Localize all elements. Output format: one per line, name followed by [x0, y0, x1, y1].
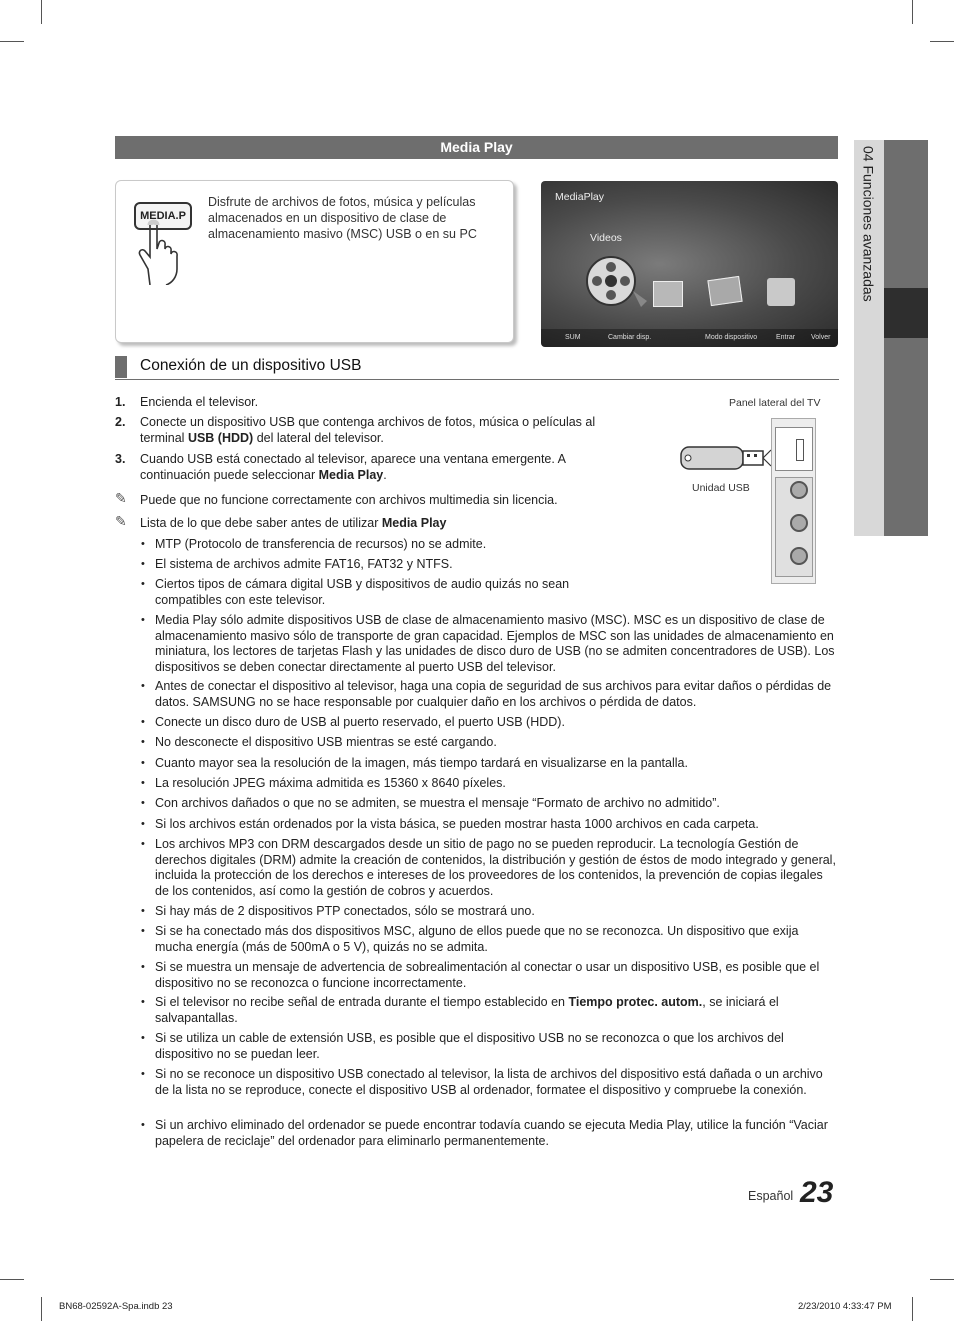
- list-item: • Media Play sólo admite dispositivos USB de clase de almacenamiento masivo (MSC). MSC es un dispositivo de clase de almacenamiento masivo sólo de transporte de gran capacidad. Ejemplos de MSC son las unidades de almacenamiento en miniatura, los lectores de tarjetas Flash y las unidades de disco duro de USB (no se admiten concentradores de USB). Los dispositivos se deben conectar directamente al puerto USB del televisor.: [141, 613, 835, 674]
- chapter-tab-active: [884, 288, 928, 338]
- subsection-title: Conexión de un dispositivo USB: [140, 357, 362, 374]
- list-item: • Con archivos dañados o que no se admiten, se muestra el mensaje “Formato de archivo no admitido”.: [141, 796, 720, 810]
- crop-mark: [0, 41, 24, 42]
- chapter-tab-label: 04 Funciones avanzadas: [860, 146, 877, 302]
- list-item: • Los archivos MP3 con DRM descargados desde un sitio de pago no se pueden reproducir. La tecnología Gestión de derechos digitales (DRM) admite la creación de contenidos, la distribución y gestión de éstos de modo integrado y general, incluida la protección de los derechos e intereses de los proveedores de los contenidos, la prevención de copias ilegales de los contenidos, así como la gestión de cobros y acuerdos.: [141, 837, 836, 898]
- list-item: • Antes de conectar el dispositivo al televisor, haga una copia de seguridad de sus archivos para evitar daños o pérdidas de datos. SAMSUNG no se hace responsable por cualquier daño en los archivos o pérdida de datos.: [141, 679, 832, 709]
- usb-drive-label: Unidad USB: [692, 482, 750, 494]
- step-bold: Media Play: [318, 467, 384, 482]
- list-item-text: Si no se reconoce un dispositivo USB conectado al televisor, la lista de archivos del dispositivo está dañada o un archivo de la lista no se reproduce, conecte el dispositivo USB al ordenador, formatee el dispositivo y compruebe la conexión.: [155, 1067, 823, 1097]
- list-item: • MTP (Protocolo de transferencia de recursos) no se admite.: [141, 537, 487, 551]
- tv-side-panel: [771, 418, 816, 584]
- list-item: • Si se utiliza un cable de extensión USB, es posible que el dispositivo USB no se reconozca o que los archivos del dispositivo no se puedan leer.: [141, 1031, 784, 1061]
- step-item: [115, 415, 610, 446]
- step-number: 1.: [115, 395, 126, 409]
- chapter-tab: [854, 140, 884, 536]
- list-item-text: , se iniciará el salvapantallas.: [155, 995, 779, 1025]
- subsection-header: [115, 355, 839, 380]
- list-item-text: La resolución JPEG máxima admitida es 15360 x 8640 píxeles.: [155, 776, 506, 790]
- chapter-tab-strip: [884, 140, 928, 288]
- chapter-tab-strip: [884, 338, 928, 536]
- list-item: • Si se ha conectado más dos dispositivos MSC, alguno de ellos puede que no se reconozca. Un dispositivo que exija mucha energía (más de 500mA o 5 V), quizás no se admita.: [141, 924, 799, 954]
- tv-mediaplay-screen: [541, 181, 838, 347]
- note-item: [115, 490, 558, 509]
- crop-mark: [41, 0, 42, 24]
- tv-selected-label: Videos: [590, 232, 622, 244]
- crop-mark: [912, 1297, 913, 1321]
- list-item-text: Media Play sólo admite dispositivos USB de clase de almacenamiento masivo (MSC). MSC es un dispositivo de clase de almacenamiento masivo sólo de transporte de gran capacidad. Ejemplos de MSC son las unidades de almacenamiento en miniatura, los lectores de tarjetas Flash y las unidades de disco duro de USB (no se admiten concentradores de USB). Los dispositivos se deben conectar directamente al puerto USB del televisor.: [155, 613, 835, 674]
- list-item: • Cuanto mayor sea la resolución de la imagen, más tiempo tardará en visualizarse en la pantalla.: [141, 756, 688, 770]
- list-item-text: Si los archivos están ordenados por la vista básica, se pueden mostrar hasta 1000 archivos en cada carpeta.: [155, 817, 759, 831]
- usb-hdd-port: [775, 427, 813, 471]
- hand-pointer-icon: [136, 219, 191, 285]
- video-jack: [790, 481, 808, 499]
- crop-mark: [0, 1279, 24, 1280]
- panel-label: Panel lateral del TV: [729, 397, 821, 409]
- note-pencil-icon: ✎: [115, 513, 127, 529]
- note-bold: Media Play: [381, 516, 447, 530]
- list-item-text: Cuanto mayor sea la resolución de la imagen, más tiempo tardará en visualizarse en la pantalla.: [155, 756, 688, 770]
- tv-enter-label: Entrar: [776, 334, 796, 341]
- step-text: Encienda el televisor.: [140, 395, 259, 409]
- photos-icon: [707, 276, 742, 306]
- step-text: Cuando USB está conectado al televisor, aparece una ventana emergente. A continuación puede seleccionar: [140, 452, 566, 482]
- note-pencil-icon: ✎: [115, 490, 127, 506]
- note-text: Puede que no funcione correctamente con archivos multimedia sin licencia.: [140, 493, 558, 507]
- list-item-text: Si un archivo eliminado del ordenador se puede encontrar todavía cuando se ejecuta Media Play, utilice la función “Vaciar papelera de reciclaje” del ordenador para eliminarlo permanentemente.: [155, 1118, 828, 1148]
- crop-mark: [41, 1297, 42, 1321]
- list-item-text: Si se utiliza un cable de extensión USB, es posible que el dispositivo USB no se reconozca o que los archivos del dispositivo no se puedan leer.: [155, 1031, 784, 1061]
- audio-l-jack: [790, 514, 808, 532]
- list-item-text: Conecte un disco duro de USB al puerto reservado, el puerto USB (HDD).: [155, 715, 565, 729]
- list-item-text: Si hay más de 2 dispositivos PTP conectados, sólo se mostrará uno.: [155, 904, 535, 918]
- step-item: [115, 452, 580, 483]
- list-item: • Si el televisor no recibe señal de entrada durante el tiempo establecido en Tiempo protec. autom., se iniciará el salvapantallas.: [141, 995, 779, 1025]
- step-text: Conecte un dispositivo USB que contenga archivos de fotos, música o películas al terminal: [140, 415, 596, 445]
- list-item-text: Si se ha conectado más dos dispositivos MSC, alguno de ellos puede que no se reconozca. Un dispositivo que exija mucha energía (más de 500mA o 5 V), quizás no se admita.: [155, 924, 799, 954]
- list-item-text: Si se muestra un mensaje de advertencia de sobrealimentación al conectar o usar un dispositivo USB, es posible que el dispositivo no se reconozca o funcione incorrectamente.: [155, 960, 820, 990]
- list-item-text: Los archivos MP3 con DRM descargados desde un sitio de pago no se pueden reproducir. La tecnología Gestión de derechos digitales (DRM) admite la creación de contenidos, la distribución y gestión de éstos de modo integrado y general, incluida la protección de los derechos e intereses de los proveedores de los contenidos, la prevención de copias ilegales de los contenidos, así como la gestión de cobros y acuerdos.: [155, 837, 836, 898]
- step-text: del lateral del televisor.: [253, 430, 384, 445]
- heading-marker: [115, 356, 127, 378]
- list-item-text: Antes de conectar el dispositivo al televisor, haga una copia de seguridad de sus archivos para evitar daños o pérdidas de datos. SAMSUNG no se hace responsable por cualquier daño en los archivos o pérdida de datos.: [155, 679, 832, 709]
- note-item: [115, 513, 447, 532]
- crop-mark: [912, 0, 913, 24]
- list-item: • Ciertos tipos de cámara digital USB y dispositivos de audio quizás no sean compatibles con este televisor.: [141, 577, 570, 607]
- intro-box: [115, 180, 514, 343]
- step-text: .: [383, 467, 387, 482]
- tv-back-label: Volver: [811, 334, 831, 341]
- music-icon: [653, 281, 683, 307]
- list-item: • Si un archivo eliminado del ordenador se puede encontrar todavía cuando se ejecuta Media Play, utilice la función “Vaciar papelera de reciclaje” del ordenador para eliminarlo permanentemente.: [141, 1118, 828, 1148]
- media-p-button: MEDIA.P: [134, 202, 192, 230]
- print-date-info: 2/23/2010 4:33:47 PM: [798, 1301, 892, 1312]
- list-item: • Si hay más de 2 dispositivos PTP conectados, sólo se mostrará uno.: [141, 904, 535, 918]
- film-reel-icon: [581, 251, 651, 311]
- step-number: 3.: [115, 452, 126, 466]
- footer-language: Español: [748, 1189, 794, 1203]
- tv-mode-label: Modo dispositivo: [705, 334, 758, 341]
- section-title: Media Play: [115, 136, 838, 159]
- page-number: 23: [800, 1176, 834, 1209]
- list-item: • El sistema de archivos admite FAT16, FAT32 y NTFS.: [141, 557, 453, 571]
- list-item-text: No desconecte el dispositivo USB mientras se esté cargando.: [155, 735, 497, 749]
- list-item-text: MTP (Protocolo de transferencia de recursos) no se admite.: [155, 537, 487, 551]
- list-item: • Si no se reconoce un dispositivo USB conectado al televisor, la lista de archivos del dispositivo está dañada o un archivo de la lista no se reproduce, conecte el dispositivo USB al ordenador, formatee el dispositivo y compruebe la conexión.: [141, 1067, 823, 1097]
- note-text: Lista de lo que debe saber antes de utilizar: [140, 516, 382, 530]
- crop-mark: [930, 1279, 954, 1280]
- tv-sum-label: SUM: [565, 334, 581, 341]
- crop-mark: [930, 41, 954, 42]
- list-item: • La resolución JPEG máxima admitida es 15360 x 8640 píxeles.: [141, 776, 506, 790]
- list-item-text: Ciertos tipos de cámara digital USB y dispositivos de audio quizás no sean compatibles con este televisor.: [155, 577, 570, 607]
- audio-r-jack: [790, 547, 808, 565]
- list-item: • Conecte un disco duro de USB al puerto reservado, el puerto USB (HDD).: [141, 715, 565, 729]
- intro-description: Disfrute de archivos de fotos, música y películas almacenados en un dispositivo de clase de almacenamiento masivo (MSC) USB o en su PC: [208, 195, 477, 241]
- step-number: 2.: [115, 415, 126, 429]
- list-item: • No desconecte el dispositivo USB mientras se esté cargando.: [141, 735, 497, 749]
- list-item-text: Con archivos dañados o que no se admiten, se muestra el mensaje “Formato de archivo no admitido”.: [155, 796, 720, 810]
- tv-title: MediaPlay: [555, 191, 605, 203]
- list-item-text: Si el televisor no recibe señal de entrada durante el tiempo establecido en: [155, 995, 569, 1009]
- step-item: [115, 395, 610, 411]
- usb-drive-icon: [680, 444, 772, 472]
- tv-bottom-bar: [541, 329, 838, 347]
- step-bold: USB (HDD): [187, 430, 254, 445]
- print-file-info: BN68-02592A-Spa.indb 23: [59, 1301, 173, 1312]
- list-item-bold: Tiempo protec. autom.: [568, 995, 703, 1009]
- tv-change-label: Cambiar disp.: [608, 334, 652, 341]
- list-item: • Si los archivos están ordenados por la vista básica, se pueden mostrar hasta 1000 archivos en cada carpeta.: [141, 817, 759, 831]
- list-item: • Si se muestra un mensaje de advertencia de sobrealimentación al conectar o usar un dispositivo USB, es posible que el dispositivo no se reconozca o funcione incorrectamente.: [141, 960, 820, 990]
- settings-icon: [767, 278, 795, 306]
- list-item-text: El sistema de archivos admite FAT16, FAT32 y NTFS.: [155, 557, 453, 571]
- usb-slot: [796, 439, 804, 461]
